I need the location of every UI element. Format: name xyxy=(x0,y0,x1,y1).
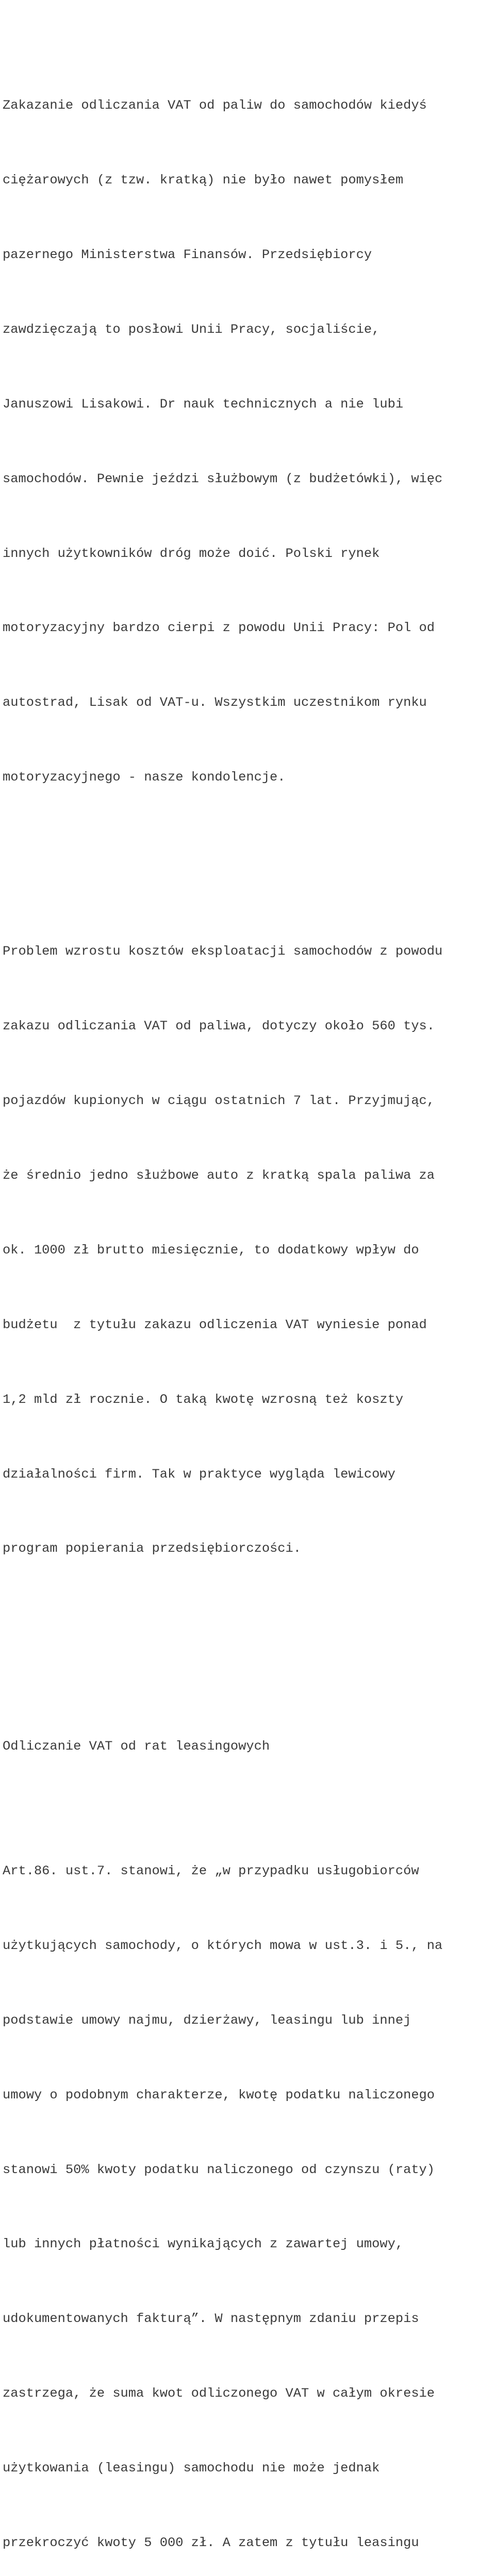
text-line: umowy o podobnym charakterze, kwotę podatku naliczonego xyxy=(3,2087,435,2103)
paragraph-leasing-vat xyxy=(3,1809,495,2576)
text-line: udokumentowanych fakturą”. W następnym zdaniu przepis xyxy=(3,2311,419,2327)
text-line: ciężarowych (z tzw. kratką) nie było nawet pomysłem xyxy=(3,173,404,188)
text-line: pazernego Ministerstwa Finansów. Przedsiębiorcy xyxy=(3,247,372,262)
text-line: zawdzięczają to posłowi Unii Pracy, socjaliście, xyxy=(3,321,380,337)
text-line: zakazu odliczania VAT od paliwa, dotyczy około 560 tys. xyxy=(3,1019,435,1034)
document-page xyxy=(3,0,495,2576)
text-line: 1,2 mld zł rocznie. O taką kwotę wzrosną też koszty xyxy=(3,1392,404,1407)
text-line: Januszowi Lisakowi. Dr nauk technicznych a nie lubi xyxy=(3,396,404,412)
text-line: stanowi 50% kwoty podatku naliczonego od czynszu (raty) xyxy=(3,2162,435,2177)
text-line: program popierania przedsiębiorczości. xyxy=(3,1541,302,1556)
text-line: użytkowania (leasingu) samochodu nie może jednak xyxy=(3,2461,380,2476)
text-line: budżetu z tytułu zakazu odliczenia VAT wyniesie ponad xyxy=(3,1317,427,1332)
text-line: Art.86. ust.7. stanowi, że „w przypadku usługobiorców xyxy=(3,1863,419,1878)
text-line: autostrad, Lisak od VAT-u. Wszystkim uczestnikom rynku xyxy=(3,695,427,710)
text-line: Zakazanie odliczania VAT od paliw do samochodów kiedyś xyxy=(3,98,427,113)
text-line: lub innych płatności wynikających z zawartej umowy, xyxy=(3,2236,404,2252)
text-line: użytkujących samochody, o których mowa w ust.3. i 5., na xyxy=(3,1938,443,1953)
text-line: działalności firm. Tak w praktyce wygląda lewicowy xyxy=(3,1466,395,1482)
text-line: zastrzega, że suma kwot odliczonego VAT w całym okresie xyxy=(3,2386,435,2401)
paragraph-gap xyxy=(3,1661,495,1685)
text-line: samochodów. Pewnie jeździ służbowym (z budżetówki), więc xyxy=(3,471,443,486)
section-heading: Odliczanie VAT od rat leasingowych xyxy=(3,1739,270,1754)
text-line: motoryzacyjnego - nasze kondolencje. xyxy=(3,770,286,785)
text-line: że średnio jedno służbowe auto z kratką spala paliwa za xyxy=(3,1167,435,1183)
text-line: przekroczyć kwoty 5 000 zł. A zatem z tytułu leasingu xyxy=(3,2535,419,2550)
text-line: pojazdów kupionych w ciągu ostatnich 7 lat. Przyjmując, xyxy=(3,1093,435,1109)
text-line: podstawie umowy najmu, dzierżawy, leasingu lub innej xyxy=(3,2012,411,2028)
paragraph-vat-fuel xyxy=(3,44,495,840)
text-line: motoryzacyjny bardzo cierpi z powodu Unii Pracy: Pol od xyxy=(3,620,435,636)
text-line: innych użytkowników dróg może doić. Polski rynek xyxy=(3,546,380,561)
paragraph-operating-costs xyxy=(3,890,495,1612)
text-line: ok. 1000 zł brutto miesięcznie, to dodatkowy wpływ do xyxy=(3,1242,419,1258)
text-line: Problem wzrostu kosztów eksploatacji samochodów z powodu xyxy=(3,944,443,959)
